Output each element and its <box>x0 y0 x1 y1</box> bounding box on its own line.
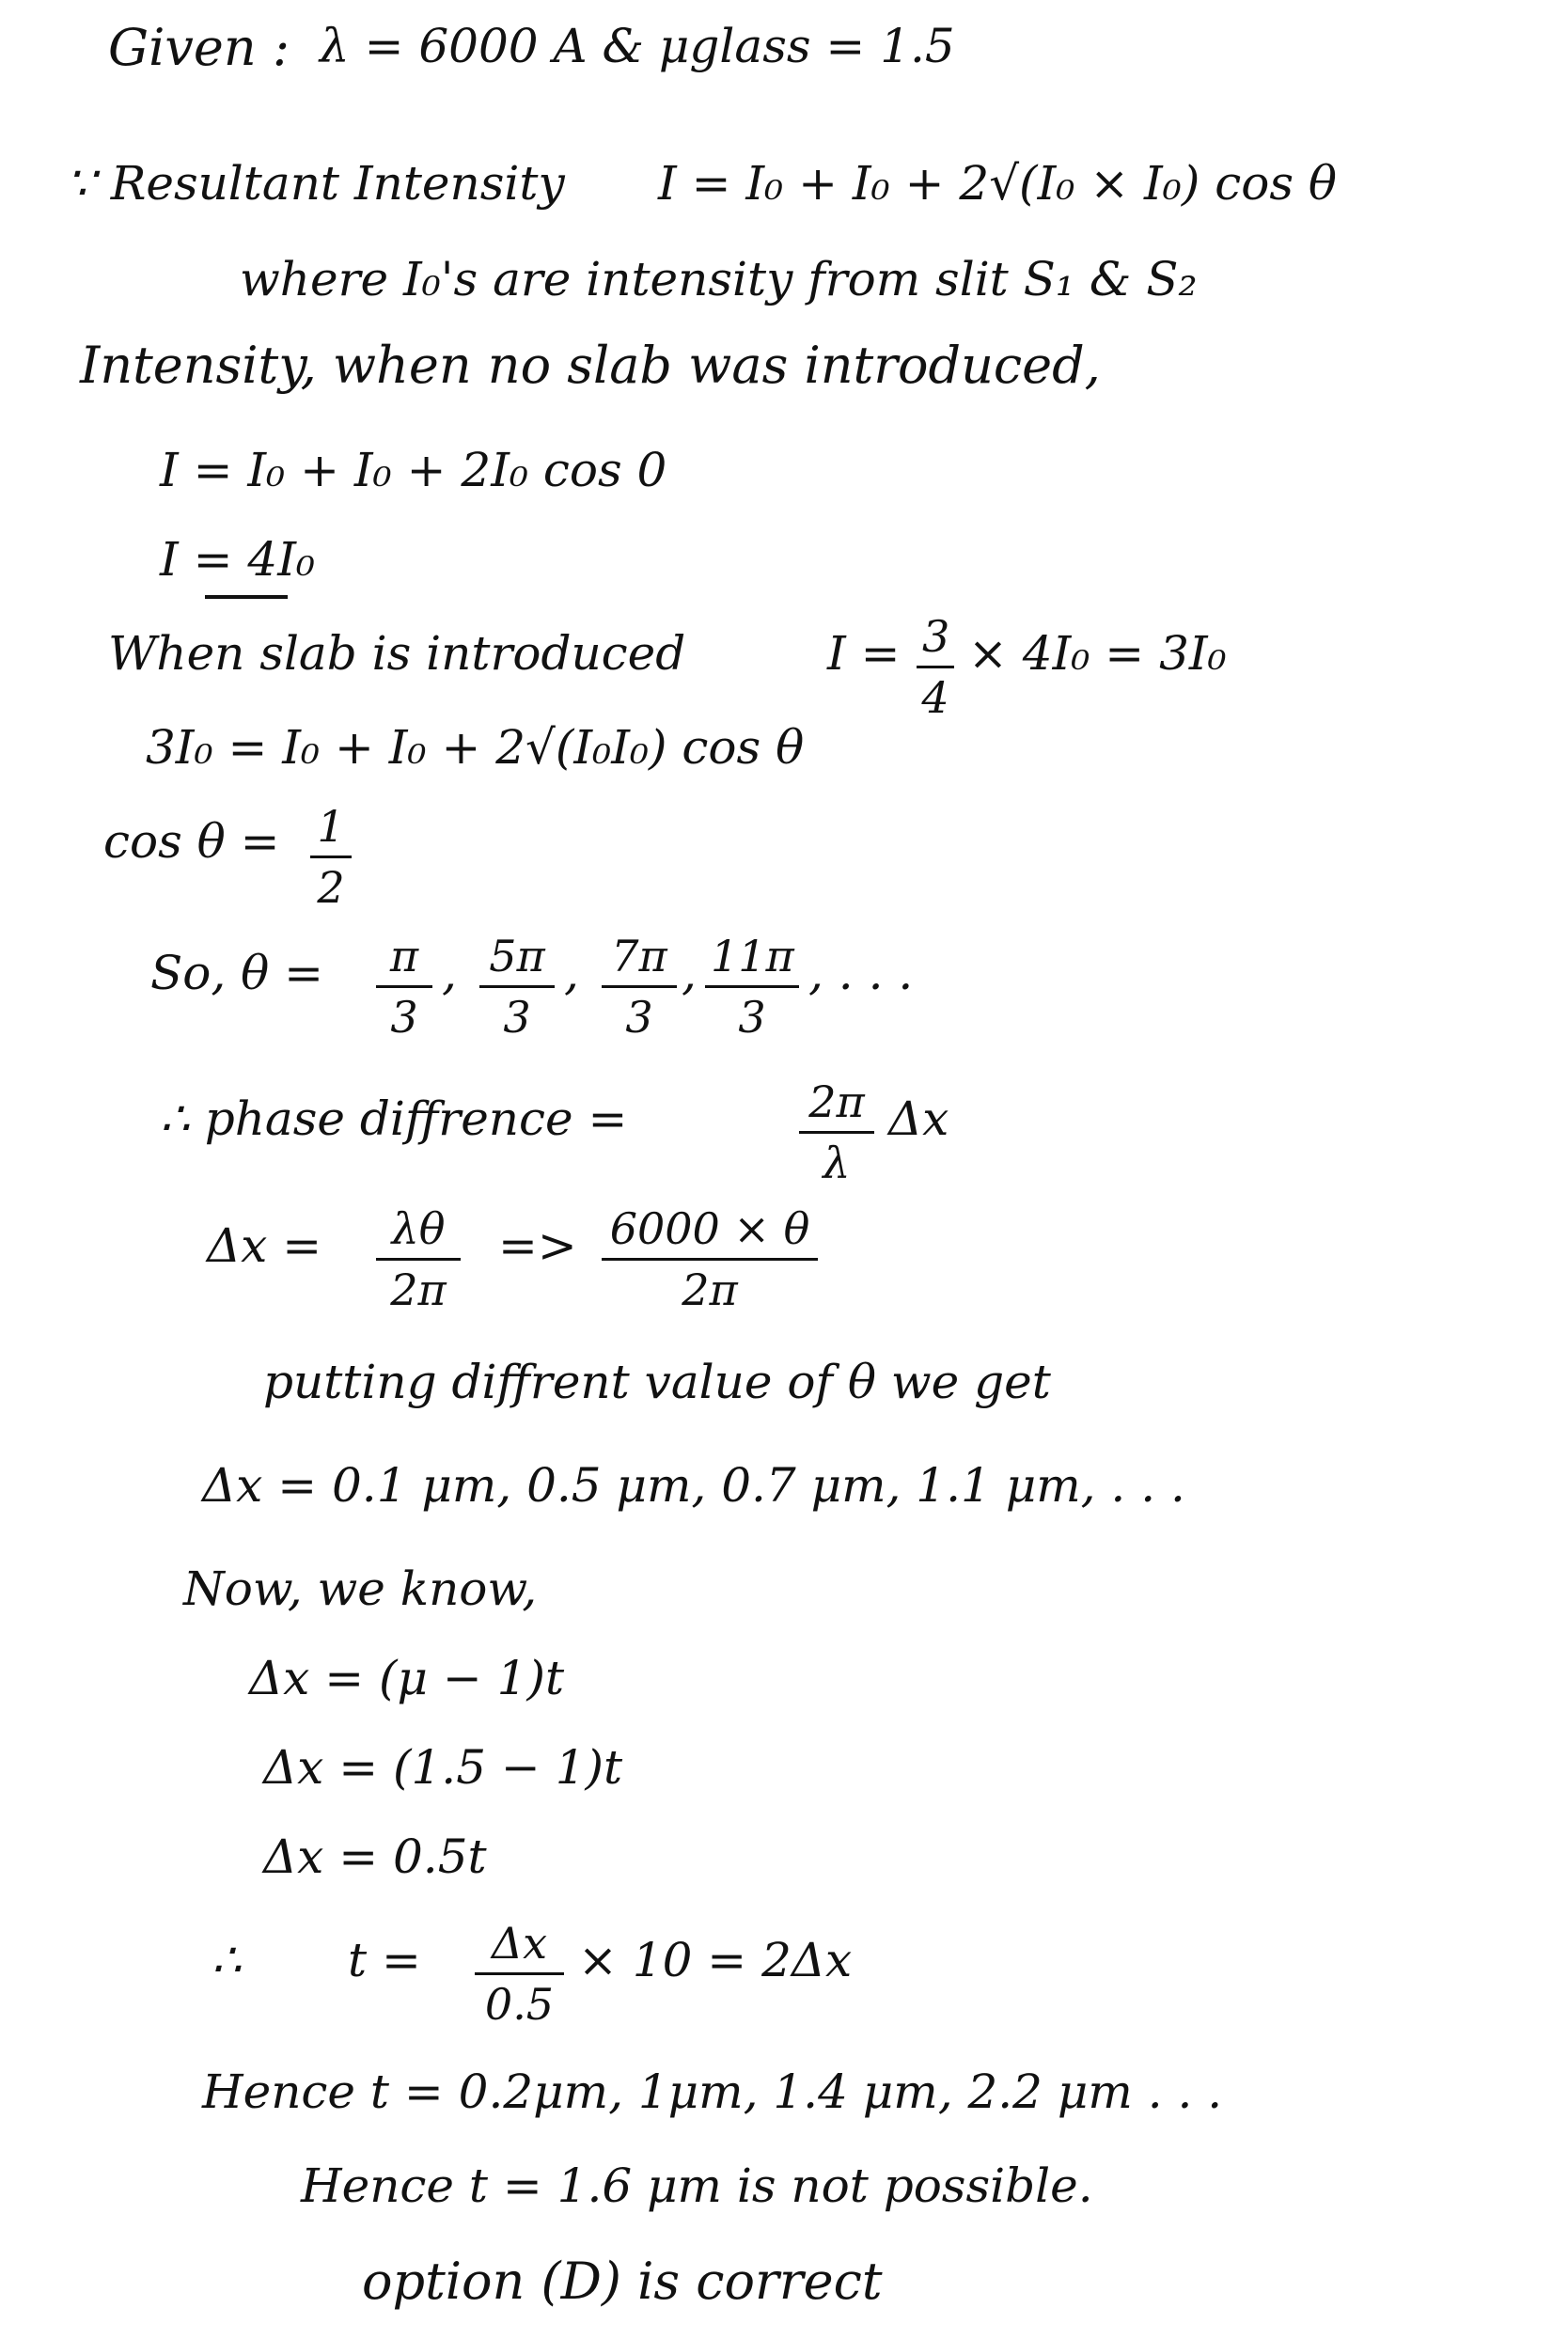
comma: , <box>682 946 697 1000</box>
theta-value-4 <box>705 931 799 1043</box>
cos-lhs: cos θ = <box>103 814 280 869</box>
delta-fraction-1-den: 2π <box>390 1264 447 1315</box>
cos-fraction <box>310 801 352 913</box>
theta-value-3 <box>602 931 677 1043</box>
equation-2: Δx = (1.5 − 1)t <box>263 1740 623 1795</box>
answer-line: option (D) is correct <box>362 2252 883 2311</box>
theta-value-1-num: π <box>376 931 432 988</box>
result-underline <box>205 595 288 599</box>
phase-fraction-num: 2π <box>799 1076 874 1134</box>
slab-heading: When slab is introduced <box>108 626 686 681</box>
hence-line-2: Hence t = 1.6 μm is not possible. <box>301 2158 1093 2213</box>
theta-value-2-num: 5π <box>479 931 555 988</box>
delta-fraction-1-num: λθ <box>376 1203 461 1261</box>
theta-value-3-den: 3 <box>625 992 653 1043</box>
cos-fraction-num: 1 <box>310 801 352 858</box>
resultant-label: ∵ Resultant Intensity <box>66 156 565 211</box>
slab-fraction-den: 4 <box>921 672 949 723</box>
equation-3: Δx = 0.5t <box>263 1829 487 1884</box>
theta-value-2 <box>479 931 555 1043</box>
t-fraction-num: Δx <box>475 1918 564 1975</box>
resultant-formula: I = I₀ + I₀ + 2√(I₀ × I₀) cos θ <box>658 156 1337 211</box>
resultant-note: where I₀'s are intensity from slit S₁ & S₂ <box>240 252 1198 306</box>
now-text: Now, we know, <box>183 1562 538 1616</box>
comma: , <box>442 946 457 1000</box>
theta-prefix: So, θ = <box>150 946 324 1000</box>
comma: , <box>564 946 579 1000</box>
delta-fraction-2-num: 6000 × θ <box>602 1203 818 1261</box>
therefore-symbol: ∴ <box>212 1933 242 1987</box>
slab-fraction-num: 3 <box>917 611 954 668</box>
theta-value-3-num: 7π <box>602 931 677 988</box>
given-label: Given : <box>108 18 290 77</box>
phase-rhs: Δx <box>888 1091 949 1146</box>
implies-arrow: => <box>498 1218 577 1273</box>
slab-intensity-lhs: I = <box>827 626 901 681</box>
theta-trail: , . . . <box>808 946 914 1000</box>
slab-intensity-rhs: × 4I₀ = 3I₀ <box>968 626 1227 681</box>
no-slab-result: I = 4I₀ <box>160 532 316 587</box>
delta-values: Δx = 0.1 μm, 0.5 μm, 0.7 μm, 1.1 μm, . . . <box>202 1458 1185 1513</box>
delta-fraction-2-den: 2π <box>682 1264 738 1315</box>
cos-fraction-den: 2 <box>317 862 345 913</box>
t-fraction-den: 0.5 <box>484 1979 555 2030</box>
slab-equation: 3I₀ = I₀ + I₀ + 2√(I₀I₀) cos θ <box>146 720 805 775</box>
slab-fraction <box>917 611 954 723</box>
phase-fraction-den: λ <box>823 1138 851 1188</box>
delta-lhs: Δx = <box>207 1218 322 1273</box>
hence-line-1: Hence t = 0.2μm, 1μm, 1.4 μm, 2.2 μm . . . <box>202 2064 1223 2119</box>
theta-value-2-den: 3 <box>503 992 531 1043</box>
t-rhs: × 10 = 2Δx <box>578 1933 853 1987</box>
no-slab-heading: Intensity, when no slab was introduced, <box>80 336 1101 395</box>
no-slab-equation: I = I₀ + I₀ + 2I₀ cos 0 <box>160 443 667 497</box>
t-lhs: t = <box>348 1933 421 1987</box>
t-fraction <box>475 1918 564 2030</box>
theta-value-4-den: 3 <box>738 992 766 1043</box>
given-expression: λ = 6000 A & μglass = 1.5 <box>320 19 955 73</box>
putting-text: putting diffrent value of θ we get <box>263 1355 1051 1409</box>
delta-fraction-1 <box>376 1203 461 1315</box>
theta-value-1-den: 3 <box>390 992 418 1043</box>
phase-fraction <box>799 1076 874 1188</box>
phase-lhs: ∴ phase diffrence = <box>160 1091 628 1146</box>
delta-fraction-2 <box>602 1203 818 1315</box>
theta-value-1 <box>376 931 432 1043</box>
theta-value-4-num: 11π <box>705 931 799 988</box>
equation-1: Δx = (μ − 1)t <box>249 1651 565 1705</box>
